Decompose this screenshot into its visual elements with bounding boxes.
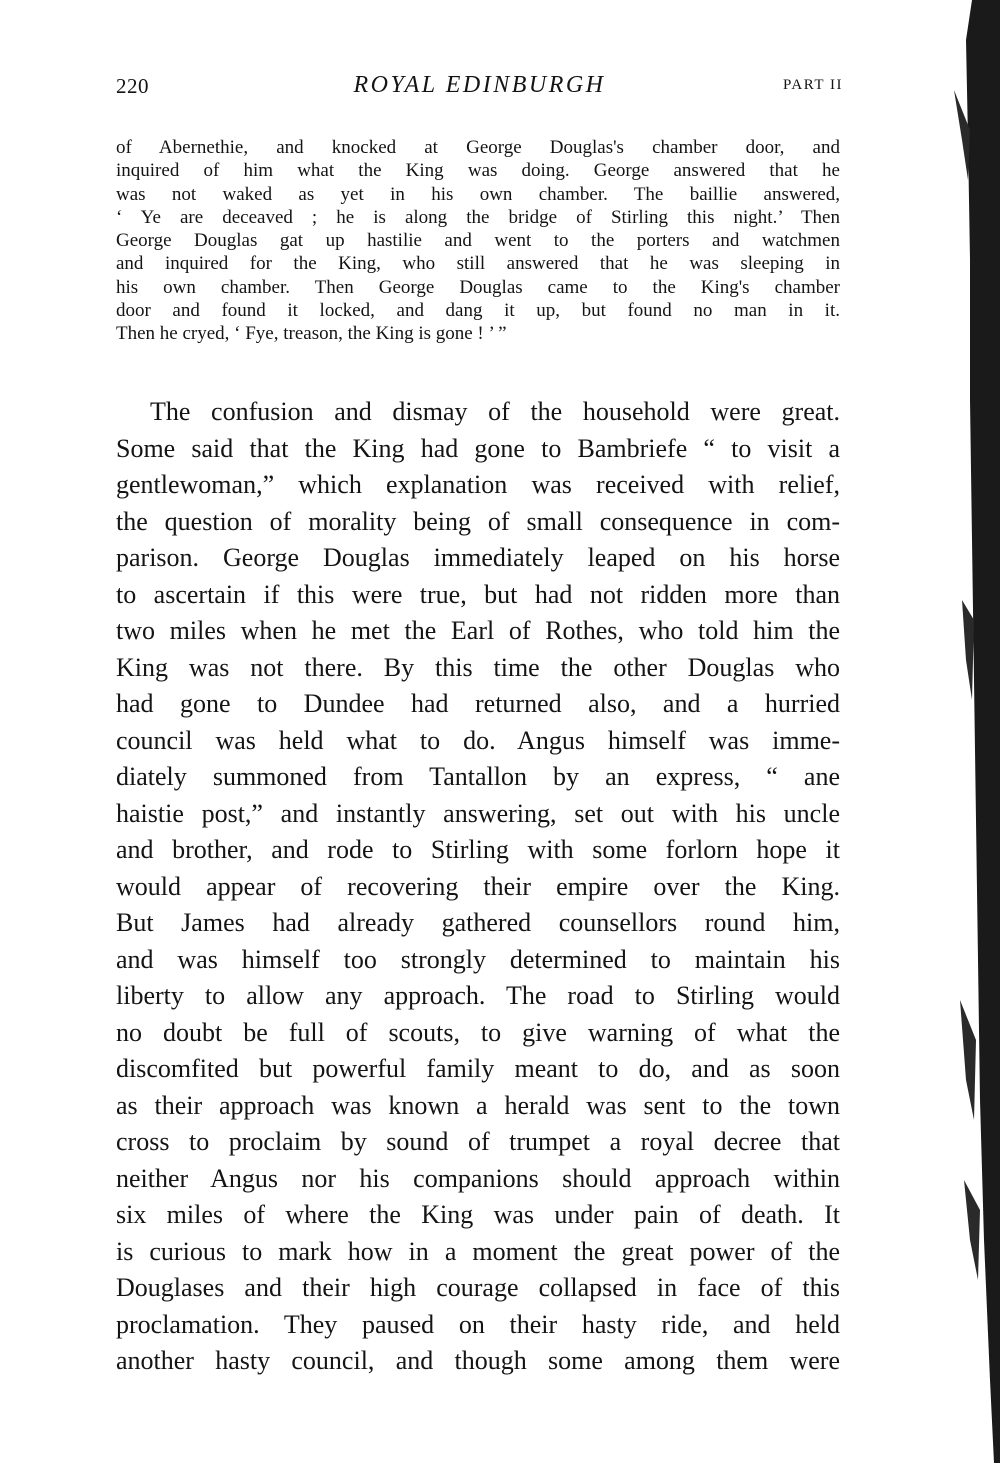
body-line: and brother, and rode to Stirling with some forlorn hope it <box>116 835 840 864</box>
quote-line: and inquired for the King, who still answered that he was sleeping in <box>116 253 840 275</box>
body-line: neither Angus nor his companions should approach within <box>116 1163 840 1193</box>
body-line: two miles when he met the Earl of Rothes, who told him the <box>116 616 840 645</box>
body-line: proclamation. They paused on their hasty ride, and held <box>116 1309 840 1339</box>
quote-line: was not waked as yet in his own chamber. The baillie answered, <box>116 183 840 205</box>
running-title: ROYAL EDINBURGH <box>353 72 606 98</box>
body-line: no doubt be full of scouts, to give warning of what the <box>116 1017 840 1047</box>
body-line: Douglases and their high courage collapsed in face of this <box>116 1273 840 1302</box>
body-line: cross to proclaim by sound of trumpet a royal decree that <box>116 1127 840 1156</box>
body-line: had gone to Dundee had returned also, and a hurried <box>116 689 840 718</box>
binding-edge-mark <box>964 1180 980 1280</box>
body-line: is curious to mark how in a moment the great power of the <box>116 1236 840 1266</box>
body-line: another hasty council, and though some among them were <box>116 1346 840 1375</box>
body-line: parison. George Douglas immediately leaped on his horse <box>116 543 840 572</box>
body-line: Some said that the King had gone to Bambriefe “ to visit a <box>116 433 840 463</box>
body-line: diately summoned from Tantallon by an express, “ ane <box>116 762 840 791</box>
quote-line: door and found it locked, and dang it up, but found no man in it. <box>116 300 840 322</box>
quote-line: of Abernethie, and knocked at George Douglas's chamber door, and <box>116 137 840 158</box>
body-line: King was not there. By this time the other Douglas who <box>116 652 840 682</box>
body-line: gentlewoman,” which explanation was received with relief, <box>116 470 840 499</box>
binding-edge-mark <box>960 1000 976 1120</box>
body-line: to ascertain if this were true, but had not ridden more than <box>116 579 840 609</box>
body-paragraph <box>116 394 840 1380</box>
page-number: 220 <box>116 74 149 98</box>
binding-edge-mark <box>962 600 974 700</box>
quote-line: George Douglas gat up hastilie and went to the porters and watchmen <box>116 230 840 252</box>
quote-line: his own chamber. Then George Douglas came to the King's chamber <box>116 276 840 298</box>
quote-line: inquired of him what the King was doing. George answered that he <box>116 160 840 182</box>
quoted-passage <box>116 136 840 346</box>
body-line: discomfited but powerful family meant to do, and as soon <box>116 1054 840 1083</box>
body-line: and was himself too strongly determined to maintain his <box>116 944 840 974</box>
body-line: as their approach was known a herald was sent to the town <box>116 1090 840 1120</box>
body-line: would appear of recovering their empire over the King. <box>116 871 840 901</box>
running-head <box>116 74 843 104</box>
page-binding-shadow <box>910 0 1000 1463</box>
quote-line: Then he cryed, ‘ Fye, treason, the King is gone ! ’ ” <box>116 323 507 345</box>
quote-line: ‘ Ye are deceaved ; he is along the bridge of Stirling this night.’ Then <box>116 206 840 228</box>
part-label: PART II <box>782 77 843 93</box>
body-line: liberty to allow any approach. The road to Stirling would <box>116 981 840 1010</box>
body-line: The confusion and dismay of the household were great. <box>150 397 840 426</box>
body-line: haistie post,” and instantly answering, set out with his uncle <box>116 798 840 828</box>
body-line: council was held what to do. Angus himself was imme- <box>116 725 840 755</box>
body-line: the question of morality being of small consequence in com- <box>116 506 840 536</box>
body-line: But James had already gathered counsellors round him, <box>116 908 840 937</box>
body-line: six miles of where the King was under pain of death. It <box>116 1200 840 1229</box>
